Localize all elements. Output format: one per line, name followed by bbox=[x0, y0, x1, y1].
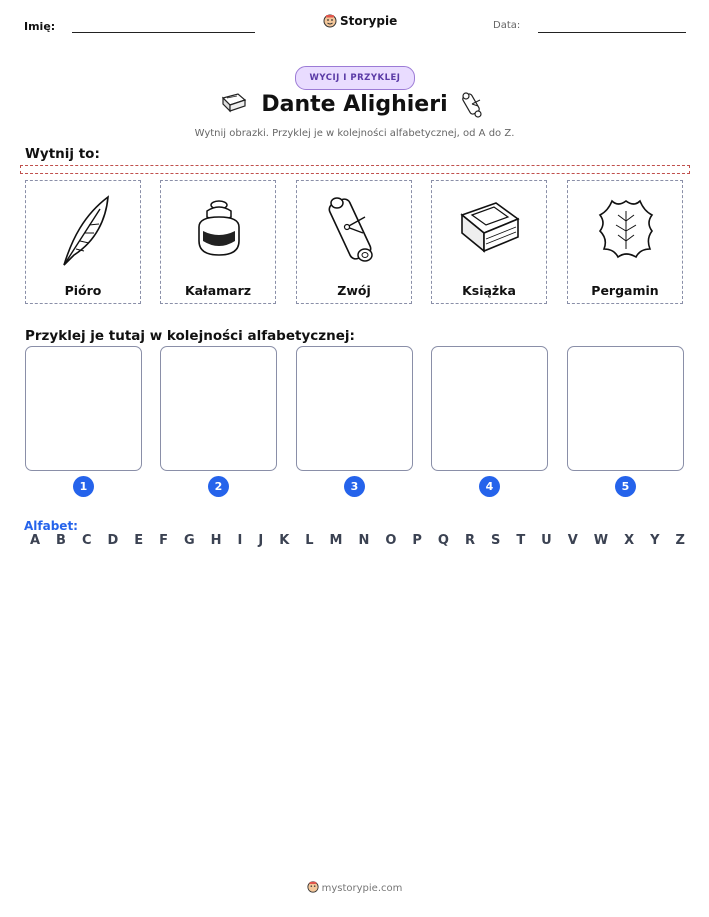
footer bbox=[0, 881, 709, 894]
alphabet-letter: E bbox=[134, 533, 144, 548]
alphabet-letter: L bbox=[305, 533, 314, 548]
brand-logo bbox=[323, 14, 397, 28]
activity-badge: WYCIJ I PRZYKLEJ bbox=[295, 66, 415, 90]
card-label: Pióro bbox=[64, 283, 102, 298]
alphabet-letter: Q bbox=[437, 533, 449, 548]
alphabet-letter: M bbox=[329, 533, 343, 548]
inkpot-icon bbox=[189, 189, 249, 273]
card-label: Pergamin bbox=[591, 283, 659, 298]
card-label: Książka bbox=[462, 283, 516, 298]
cut-card[interactable] bbox=[296, 180, 412, 304]
alphabet-letter: P bbox=[412, 533, 422, 548]
alphabet-letter: J bbox=[258, 533, 264, 548]
alphabet-letter: O bbox=[385, 533, 397, 548]
alphabet-letter: B bbox=[56, 533, 66, 548]
card-label: Kałamarz bbox=[184, 283, 252, 298]
alphabet-letter: T bbox=[516, 533, 526, 548]
alphabet-letter: K bbox=[279, 533, 290, 548]
alphabet-letter: W bbox=[593, 533, 609, 548]
alphabet-letter: Y bbox=[650, 533, 660, 548]
cut-card[interactable] bbox=[25, 180, 141, 304]
alphabet-label: Alfabet: bbox=[24, 519, 78, 533]
date-line[interactable] bbox=[538, 32, 686, 33]
alphabet-letter: S bbox=[490, 533, 501, 548]
alphabet-letter: H bbox=[210, 533, 222, 548]
name-label: Imię: bbox=[24, 20, 56, 33]
paste-section-heading: Przyklej je tutaj w kolejności alfabetycznej: bbox=[25, 328, 355, 344]
alphabet-letter: A bbox=[30, 533, 41, 548]
slot-number: 4 bbox=[479, 476, 500, 497]
cut-card[interactable] bbox=[567, 180, 683, 304]
storypie-mascot-icon bbox=[307, 881, 319, 893]
date-label: Data: bbox=[493, 20, 521, 31]
cut-line bbox=[20, 165, 690, 174]
name-line[interactable] bbox=[72, 32, 255, 33]
paste-slot[interactable] bbox=[431, 346, 548, 471]
alphabet-letter: V bbox=[567, 533, 578, 548]
paste-slot[interactable] bbox=[567, 346, 684, 471]
paste-slot[interactable] bbox=[296, 346, 413, 471]
brand-name: Storypie bbox=[340, 14, 398, 28]
paste-slot[interactable] bbox=[160, 346, 277, 471]
alphabet-letter: G bbox=[184, 533, 195, 548]
alphabet-letter: I bbox=[237, 533, 243, 548]
paste-slot[interactable] bbox=[25, 346, 142, 471]
book-icon bbox=[460, 189, 520, 273]
cut-card[interactable] bbox=[431, 180, 547, 304]
slot-number: 5 bbox=[615, 476, 636, 497]
scroll-icon bbox=[460, 90, 488, 120]
alphabet-letter: N bbox=[358, 533, 370, 548]
instructions: Wytnij obrazki. Przyklej je w kolejności alfabetycznej, od A do Z. bbox=[194, 128, 515, 139]
alphabet-letter: R bbox=[464, 533, 475, 548]
slot-number: 2 bbox=[208, 476, 229, 497]
alphabet-letter: F bbox=[159, 533, 169, 548]
feather-quill-icon bbox=[54, 189, 114, 273]
page-title: Dante Alighieri bbox=[261, 92, 448, 117]
footer-url[interactable]: mystorypie.com bbox=[321, 883, 403, 894]
cut-card[interactable] bbox=[160, 180, 276, 304]
alphabet-letter: X bbox=[624, 533, 635, 548]
alphabet-letter: C bbox=[81, 533, 92, 548]
alphabet-letter: Z bbox=[675, 533, 685, 548]
parchment-icon bbox=[596, 189, 656, 273]
cut-section-heading: Wytnij to: bbox=[25, 146, 100, 162]
alphabet-letter: U bbox=[541, 533, 552, 548]
alphabet-letter: D bbox=[107, 533, 119, 548]
slot-number: 3 bbox=[344, 476, 365, 497]
alphabet-row bbox=[30, 533, 685, 548]
scroll-icon bbox=[325, 189, 385, 273]
storypie-mascot-icon bbox=[323, 14, 337, 28]
card-label: Zwój bbox=[337, 283, 371, 298]
slot-number: 1 bbox=[73, 476, 94, 497]
